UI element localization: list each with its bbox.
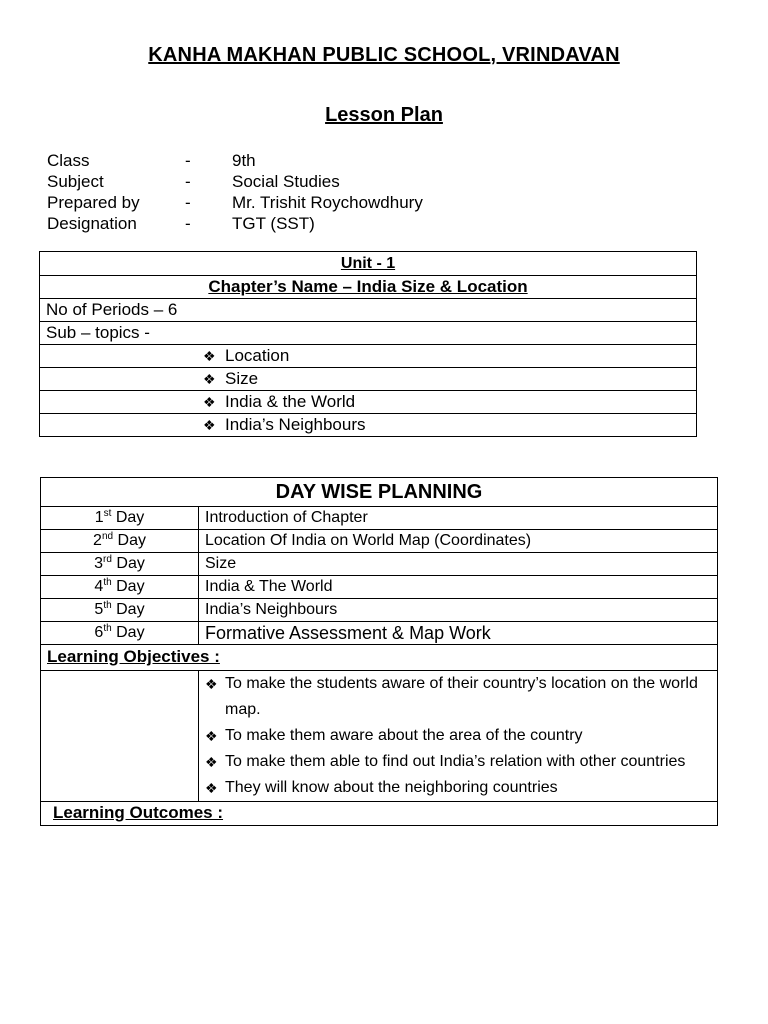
day-suffix: th: [103, 623, 112, 634]
day-word: Day: [116, 601, 145, 618]
info-separator: -: [185, 193, 191, 212]
day-number: 2: [93, 532, 102, 549]
day-label: [41, 576, 199, 599]
day-row: [41, 599, 718, 622]
learning-outcomes-cell: [41, 802, 718, 826]
day-number: 3: [94, 555, 104, 572]
subtopic-text: India’s Neighbours: [225, 415, 366, 434]
day-row: [41, 622, 718, 645]
info-value: Mr. Trishit Roychowdhury: [232, 193, 423, 212]
objective-text: To make them aware about the area of the country: [225, 727, 583, 744]
objectives-list: [199, 671, 718, 802]
day-wise-planning-heading: DAY WISE PLANNING: [41, 478, 718, 507]
unit-table: [39, 251, 697, 437]
subtopic-row: [40, 391, 697, 414]
subtopics-label-cell: Sub – topics -: [40, 322, 697, 345]
day-row: [41, 530, 718, 553]
info-row-prepared-by: [47, 192, 423, 213]
diamond-bullet-icon: ❖: [203, 394, 216, 410]
learning-outcomes-heading: Learning Outcomes :: [53, 803, 224, 822]
subtopic-row: [40, 368, 697, 391]
day-word: Day: [115, 509, 145, 526]
diamond-bullet-icon: ❖: [205, 728, 218, 744]
day-suffix: st: [103, 508, 112, 519]
unit-title: Unit - 1: [340, 255, 396, 272]
learning-objectives-heading-cell: [41, 645, 718, 671]
info-value: Social Studies: [232, 172, 340, 191]
day-row: [41, 507, 718, 530]
day-word: Day: [117, 532, 146, 549]
info-value: TGT (SST): [232, 214, 315, 233]
day-word: Day: [116, 578, 145, 595]
day-suffix: th: [103, 600, 112, 611]
diamond-bullet-icon: ❖: [203, 371, 216, 387]
day-row: [41, 576, 718, 599]
day-word: Day: [116, 555, 145, 572]
diamond-bullet-icon: ❖: [205, 676, 218, 692]
objective-text: To make them able to find out India’s relation with other countries: [225, 753, 686, 770]
day-label: [41, 599, 199, 622]
day-topic: Location Of India on World Map (Coordinates): [199, 530, 718, 553]
day-number: 1: [94, 509, 104, 526]
day-label: [41, 553, 199, 576]
objective-item: [205, 749, 717, 775]
diamond-bullet-icon: ❖: [203, 348, 216, 364]
day-label: [41, 507, 199, 530]
document-title: Lesson Plan: [325, 104, 443, 126]
subtopic-text: Size: [225, 369, 259, 388]
day-wise-planning-table: [40, 477, 718, 826]
info-value: 9th: [232, 151, 256, 170]
diamond-bullet-icon: ❖: [205, 780, 218, 796]
info-row-subject: [47, 171, 423, 192]
diamond-bullet-icon: ❖: [203, 417, 216, 433]
info-label: Designation: [47, 214, 137, 233]
day-word: Day: [116, 624, 145, 641]
day-number: 6: [94, 624, 104, 641]
objective-text: They will know about the neighboring countries: [225, 779, 558, 796]
day-suffix: nd: [101, 531, 114, 542]
info-label: Class: [47, 151, 90, 170]
day-topic: Formative Assessment & Map Work: [199, 622, 718, 645]
chapter-name: Chapter’s Name – India Size & Location: [208, 277, 528, 296]
day-suffix: th: [103, 577, 112, 588]
lesson-info: [47, 150, 423, 234]
subtopic-text: India & the World: [225, 392, 356, 411]
unit-title-cell: [40, 252, 697, 276]
day-row: [41, 553, 718, 576]
info-label: Prepared by: [47, 193, 140, 212]
info-row-class: [47, 150, 423, 171]
day-suffix: rd: [103, 554, 112, 565]
day-number: 4: [94, 578, 104, 595]
day-label: [41, 622, 199, 645]
diamond-bullet-icon: ❖: [205, 754, 218, 770]
day-topic: Introduction of Chapter: [199, 507, 718, 530]
info-separator: -: [185, 214, 191, 233]
info-separator: -: [185, 151, 191, 170]
objectives-blank-cell: [41, 671, 199, 802]
objective-item: [205, 775, 717, 801]
day-topic: India & The World: [199, 576, 718, 599]
info-label: Subject: [47, 172, 104, 191]
subtopic-text: Location: [225, 346, 290, 365]
objective-item: [205, 723, 717, 749]
subtopic-row: [40, 345, 697, 368]
day-topic: India’s Neighbours: [199, 599, 718, 622]
subtopic-row: [40, 414, 697, 437]
day-topic: Size: [199, 553, 718, 576]
school-name: KANHA MAKHAN PUBLIC SCHOOL, VRINDAVAN: [148, 44, 620, 66]
info-separator: -: [185, 172, 191, 191]
objective-text: To make the students aware of their country’s location on the world map.: [225, 675, 698, 718]
day-label: [41, 530, 199, 553]
info-row-designation: [47, 213, 423, 234]
periods-cell: No of Periods – 6: [40, 299, 697, 322]
day-number: 5: [94, 601, 104, 618]
learning-objectives-heading: Learning Objectives :: [47, 647, 220, 666]
chapter-name-cell: [40, 276, 697, 299]
objective-item: [205, 671, 717, 723]
